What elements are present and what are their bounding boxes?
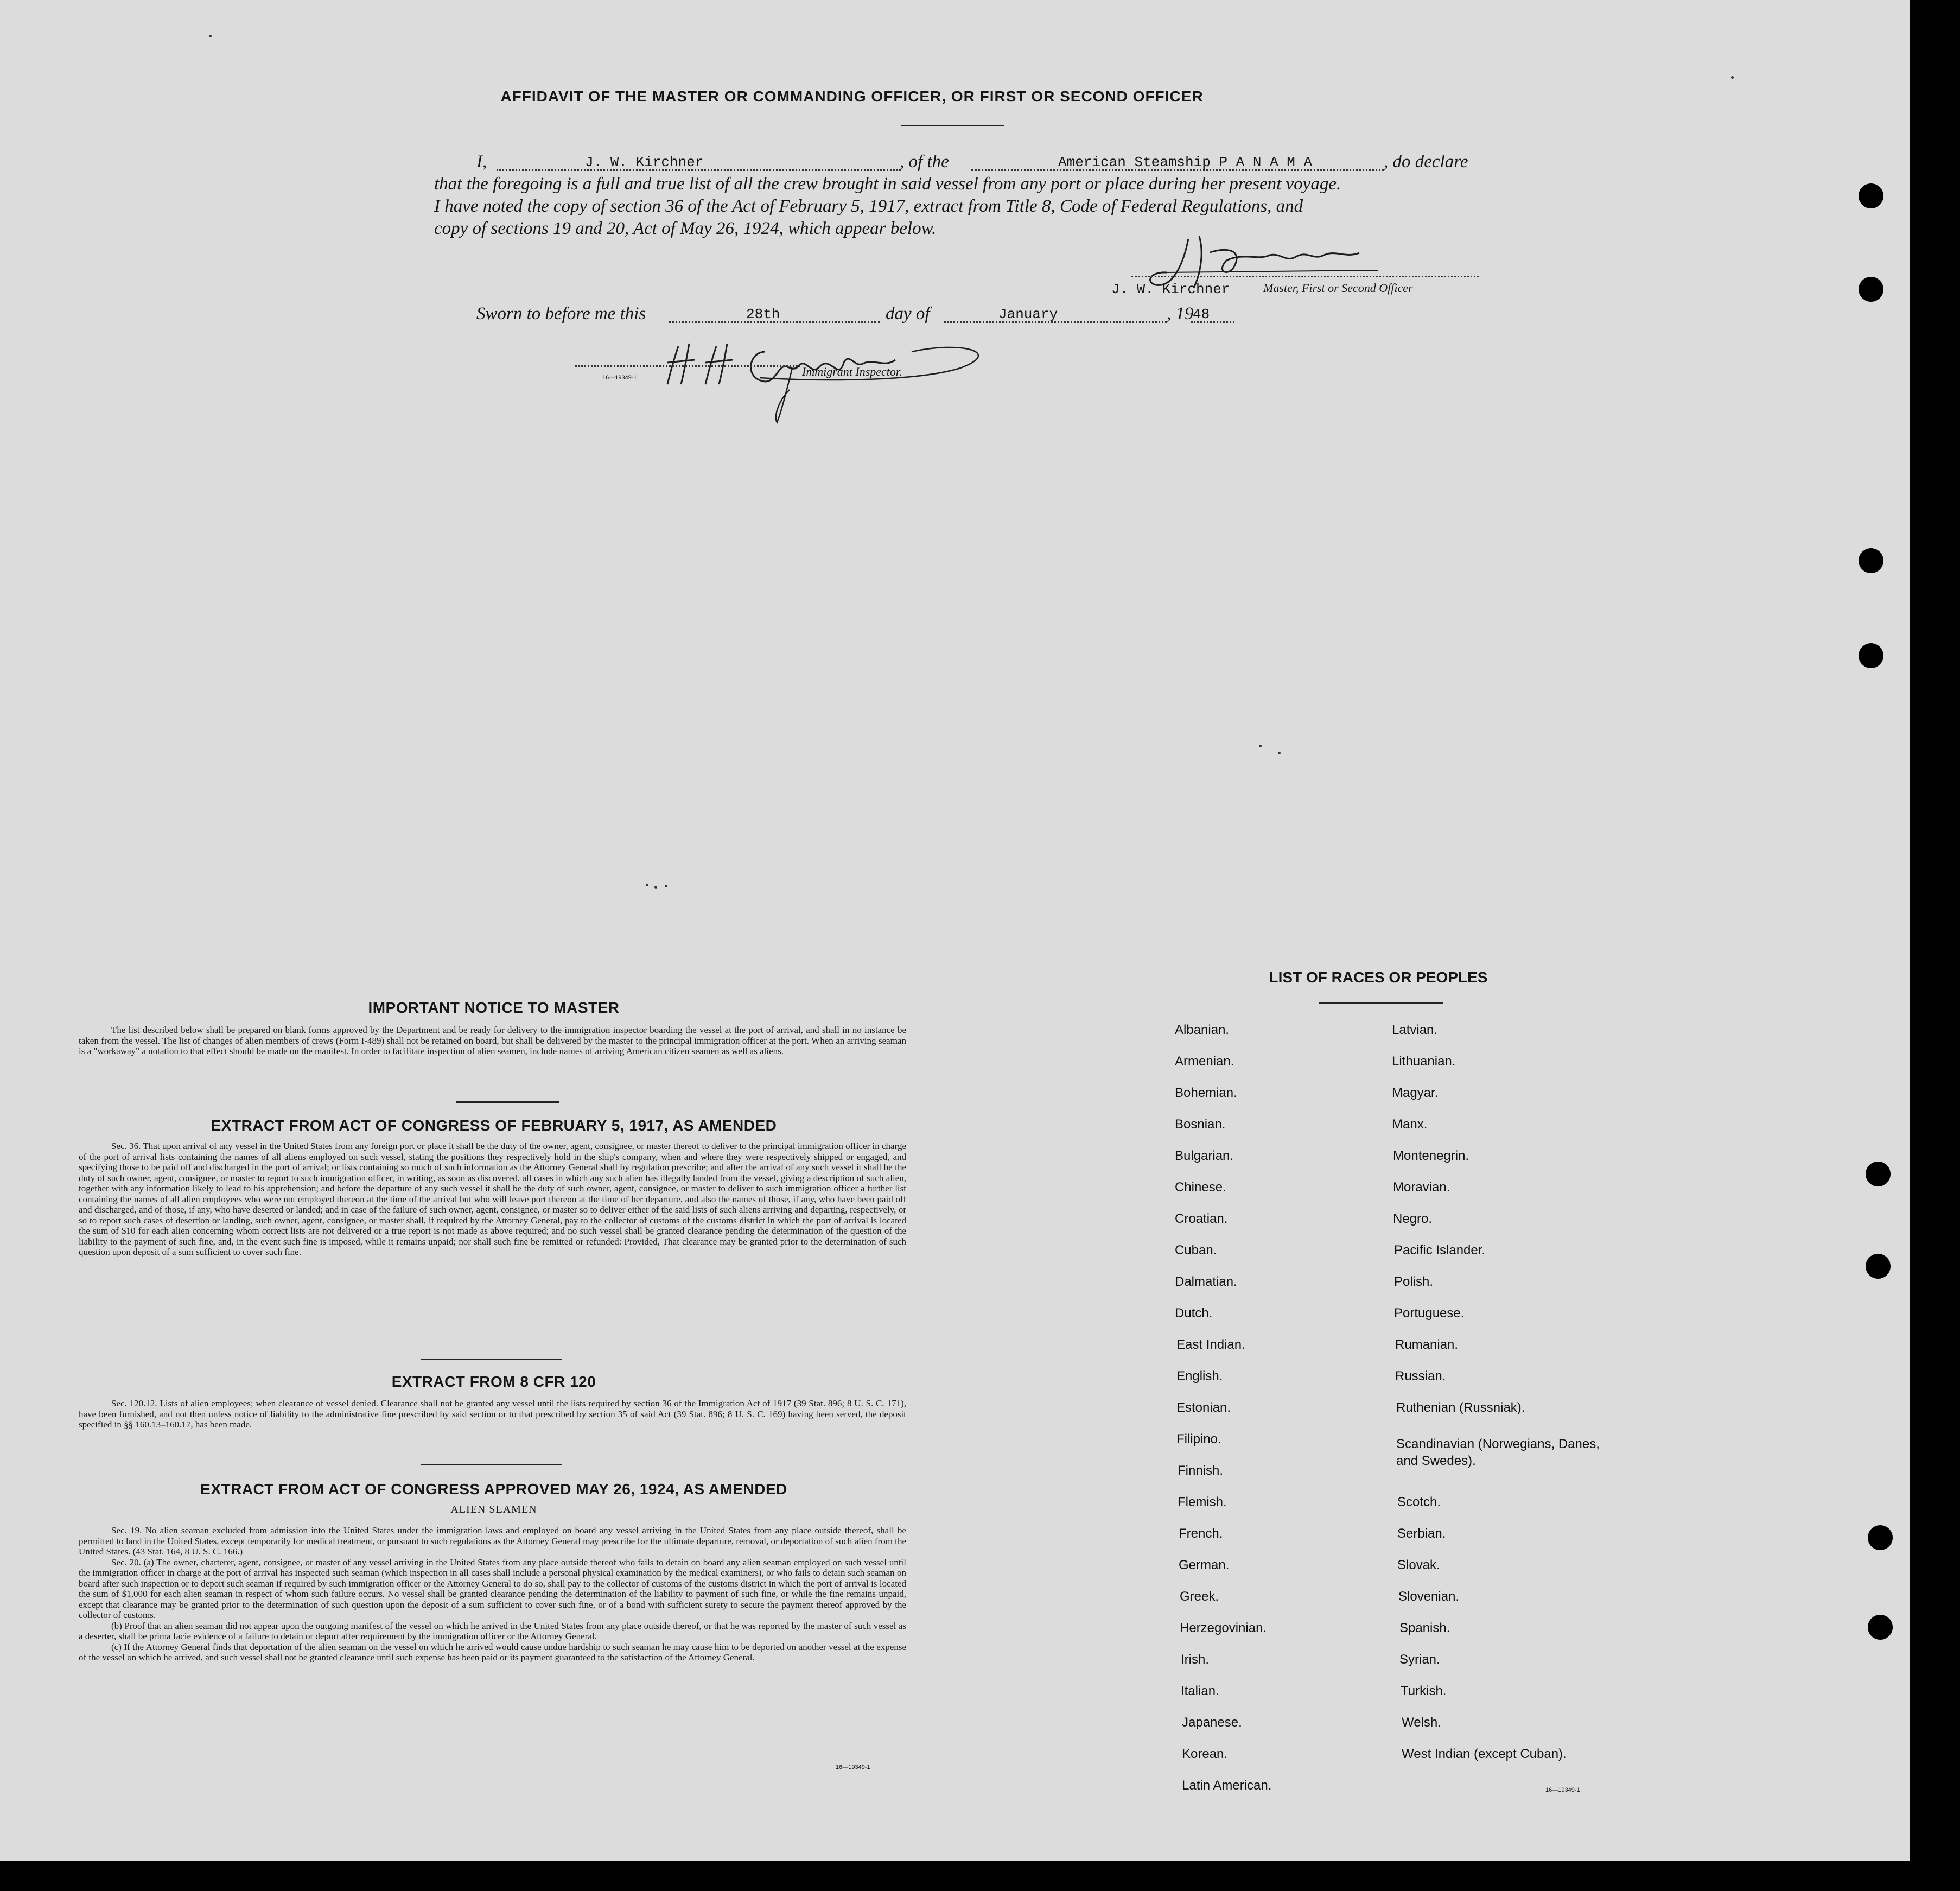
- vessel-name-field: American Steamship P A N A M A: [1058, 154, 1313, 170]
- race-item: Flemish.: [1178, 1495, 1227, 1509]
- race-item: Negro.: [1393, 1211, 1433, 1226]
- do-declare-text: , do declare: [1384, 152, 1468, 172]
- affidavit-line-3: I have noted the copy of section 36 of the Act of February 5, 1917, extract from Title 8, Code of Federal Regulations, and: [434, 196, 1303, 216]
- signer-typed-name: J. W. Kirchner: [1111, 281, 1230, 297]
- signer-role: Master, First or Second Officer: [1263, 281, 1413, 295]
- extract-cfr-title: EXTRACT FROM 8 CFR 120: [391, 1373, 596, 1390]
- affidavit-title: AFFIDAVIT OF THE MASTER OR COMMANDING OFFICER, OR FIRST OR SECOND OFFICER: [500, 88, 1204, 105]
- of-the-text: , of the: [900, 152, 949, 172]
- pronoun-text: I,: [476, 152, 487, 172]
- sworn-day-field: 28th: [746, 306, 780, 322]
- race-item: Serbian.: [1397, 1526, 1446, 1541]
- race-item: Bohemian.: [1175, 1086, 1237, 1100]
- notice-rule: [456, 1101, 559, 1103]
- punch-hole: [1866, 1162, 1891, 1186]
- page-speck: [646, 884, 648, 886]
- extract-cfr-rule: [421, 1464, 562, 1465]
- race-item: Magyar.: [1392, 1086, 1439, 1100]
- race-item: Croatian.: [1175, 1211, 1228, 1226]
- notice-title: IMPORTANT NOTICE TO MASTER: [368, 999, 620, 1016]
- race-item: Estonian.: [1176, 1400, 1231, 1415]
- page-speck: [1278, 752, 1281, 754]
- year-prefix: , 19: [1167, 304, 1194, 323]
- form-number-races: 16—19349-1: [1545, 1787, 1580, 1793]
- race-item: Bosnian.: [1175, 1117, 1226, 1132]
- race-item: Armenian.: [1175, 1054, 1234, 1069]
- sec-20c-paragraph: (c) If the Attorney General finds that deportation of the alien seaman on the vessel on which he arrived would cause undue hardship to such seaman he may cause him to be deported on another vessel at the expense of the vessel on which he arrived, and such vessel shall not be granted clearance until such expense has been paid or its payment guaranteed to the satisfaction of the Attorney General.: [79, 1641, 906, 1662]
- race-item: Herzegovinian.: [1180, 1621, 1267, 1635]
- race-item: Turkish.: [1401, 1684, 1447, 1698]
- punch-hole: [1859, 277, 1883, 302]
- sec-20b-paragraph: (b) Proof that an alien seaman did not appear upon the outgoing manifest of the vessel on which he arrived in the United States from any place outside thereof, or that he was reported by the master of such vessel as a deserter, shall be prima facie evidence of a failure to detain or deport after requirement by the immigration officer or the Attorney General.: [79, 1620, 906, 1641]
- race-item: Irish.: [1181, 1652, 1210, 1667]
- race-item: French.: [1179, 1526, 1223, 1541]
- extract-1917-title: EXTRACT FROM ACT OF CONGRESS OF FEBRUARY 5, 1917, AS AMENDED: [211, 1117, 777, 1134]
- race-item: Dalmatian.: [1175, 1274, 1237, 1289]
- race-item: English.: [1176, 1369, 1223, 1384]
- race-item: Moravian.: [1393, 1180, 1450, 1195]
- race-item: Montenegrin.: [1393, 1148, 1469, 1163]
- race-item: Spanish.: [1399, 1621, 1450, 1635]
- races-title: LIST OF RACES OR PEOPLES: [1269, 969, 1488, 986]
- race-item: Polish.: [1394, 1274, 1434, 1289]
- extract-1917-rule: [421, 1359, 562, 1360]
- race-item: Italian.: [1181, 1684, 1219, 1698]
- extract-1917-body: [79, 1141, 906, 1258]
- race-item: Pacific Islander.: [1394, 1243, 1486, 1258]
- sec-19-paragraph: Sec. 19. No alien seaman excluded from admission into the United States under the immigration laws and employed on board any vessel arriving in the United States from any place outside thereof, shall be permitted to land in the United States, except temporarily for medical treatment, or pursuant to such regulations as the Attorney General may prescribe for the ultimate departure, removal, or deportation of such alien from the United States. (43 Stat. 164, 8 U. S. C. 166.): [79, 1525, 906, 1557]
- inspector-label: Immigrant Inspector.: [802, 365, 902, 378]
- extract-cfr-body: [79, 1398, 906, 1430]
- race-item: Syrian.: [1399, 1652, 1440, 1667]
- race-item: Chinese.: [1175, 1180, 1226, 1195]
- punch-hole: [1868, 1615, 1893, 1640]
- race-item: Cuban.: [1175, 1243, 1217, 1258]
- sec-20a-paragraph: Sec. 20. (a) The owner, charterer, agent, consignee, or master of any vessel arriving in the United States from any place outside thereof who fails to detain on board any alien seaman employed on such vessel until the immigration officer in charge at the port of arrival has inspected such seaman (which inspection in all cases shall include a personal physical examination by the medical examiners), or who fails to detain such seaman on board after such inspection or to deport such seaman if required by such immigration officer or the Attorney General to do so, shall pay to the collector of customs of the customs district in which the port of arrival is located the sum of $1,000 for each alien seaman in respect of whom such failure occurs. No vessel shall be granted clearance pending the determination of the liability to payment of such fine, or while the fine remains unpaid, except that clearance may be granted prior to the determination of such question upon the deposit of a sum sufficient to cover such fine, or of a bond with sufficient surety to secure the payment thereof approved by the collector of customs.: [79, 1557, 906, 1620]
- race-item: Slovak.: [1397, 1558, 1440, 1572]
- affidavit-line-2: that the foregoing is a full and true list of all the crew brought in said vessel from any port or place during her present voyage.: [434, 174, 1341, 194]
- race-item: Portuguese.: [1394, 1306, 1465, 1321]
- race-item: Filipino.: [1176, 1432, 1221, 1446]
- officer-name-field: J. W. Kirchner: [585, 154, 704, 170]
- signature-line: [1131, 276, 1479, 277]
- extract-1924-title: EXTRACT FROM ACT OF CONGRESS APPROVED MAY 26, 1924, AS AMENDED: [200, 1481, 787, 1497]
- punch-hole: [1859, 183, 1883, 208]
- sec-36-paragraph: Sec. 36. That upon arrival of any vessel in the United States from any foreign port or place it shall be the duty of the owner, agent, consignee, or master thereof to deliver to the principal immigration officer in charge of the port of arrival lists containing the names of all aliens employed on such vessel, stating the positions they respectively hold in the ship's company, when and where they were respectively shipped or engaged, and specifying those to be paid off and discharged in the port of arrival; or lists containing so much of such information as the Attorney General shall by regulation prescribe; and after the arrival of any such vessel it shall be the duty of such owner, agent, consignee, or master to report to such immigration officer, in writing, as soon as discovered, all cases in which any such alien has illegally landed from the vessel, giving a description of such alien, together with any information likely to lead to his apprehension; and before the departure of any such vessel it shall be the duty of such owner, agent, consignee, or master to deliver to such immigration officer a further list containing the names of all alien employees who were not employed thereon at the time of the arrival but who will leave port thereon at the time of her departure, and also the names of those, if any, who have been paid off and discharged, and of those, if any, who have deserted or landed; and in case of the failure of such owner, agent, consignee, or master so to deliver either of the said lists of such aliens arriving and departing, respectively, or so to report such cases of desertion or landing, such owner, agent, consignee, or master shall, if required by the Attorney General, pay to the collector of customs of the customs district in which the port of arrival is located the sum of $10 for each alien concerning whom correct lists are not delivered or a true report is not made as above required; and no such vessel shall be granted clearance pending the determination of the question of the liability to the payment of such fine, and, in the event such fine is imposed, while it remains unpaid; nor shall such fine be remitted or refunded: Provided, That clearance may be granted prior to the determination of such question upon deposit of a sum sufficient to cover such fine.: [79, 1141, 906, 1257]
- day-of-text: day of: [886, 304, 930, 323]
- punch-hole: [1866, 1254, 1891, 1279]
- race-item: Lithuanian.: [1392, 1054, 1456, 1069]
- race-item: Russian.: [1395, 1369, 1446, 1384]
- affidavit-line-4: copy of sections 19 and 20, Act of May 26, 1924, which appear below.: [434, 219, 937, 238]
- sworn-year-field: 48: [1193, 306, 1210, 322]
- race-item: East Indian.: [1176, 1337, 1245, 1352]
- race-item: Finnish.: [1178, 1463, 1224, 1478]
- race-item: Rumanian.: [1395, 1337, 1459, 1352]
- inspector-signature: [657, 330, 1026, 428]
- race-item: Scotch.: [1397, 1495, 1441, 1509]
- form-number-affidavit: 16—19349-1: [602, 375, 637, 381]
- race-item: West Indian (except Cuban).: [1402, 1747, 1567, 1761]
- race-item: Latin American.: [1182, 1778, 1272, 1793]
- page-speck: [209, 35, 212, 37]
- page-speck: [654, 886, 657, 889]
- extract-1924-body: [79, 1525, 906, 1663]
- page-speck: [665, 885, 667, 887]
- race-item: German.: [1179, 1558, 1230, 1572]
- race-item: Welsh.: [1402, 1715, 1441, 1730]
- sec-120-paragraph: Sec. 120.12. Lists of alien employees; when clearance of vessel denied. Clearance shall not be granted any vessel until the lists required by section 36 of the Immigration Act of 1917 (39 Stat. 896; 8 U. S. C. 171), have been furnished, and not then unless notice of liability to the administrative fine prescribed by said section or to that prescribed by section 35 of said Act (39 Stat. 896; 8 U. S. C. 169) having been served, the deposit specified in §§ 160.13–160.17, has been made.: [79, 1398, 906, 1430]
- alien-seamen-heading: ALIEN SEAMEN: [450, 1503, 537, 1515]
- race-item: Dutch.: [1175, 1306, 1213, 1321]
- race-item: Manx.: [1392, 1117, 1428, 1132]
- notice-body: [79, 1025, 906, 1057]
- race-item: Slovenian.: [1398, 1589, 1460, 1604]
- race-item: Scandinavian (Norwegians, Danes, and Swedes).: [1396, 1437, 1600, 1468]
- race-item: Bulgarian.: [1175, 1148, 1234, 1163]
- race-item: Ruthenian (Russniak).: [1396, 1400, 1525, 1415]
- sworn-month-field: January: [998, 306, 1058, 322]
- form-number-extract: 16—19349-1: [836, 1764, 870, 1771]
- race-item: Korean.: [1182, 1747, 1228, 1761]
- inspector-sign-line: [575, 365, 800, 367]
- races-rule: [1319, 1002, 1443, 1004]
- race-item: Greek.: [1180, 1589, 1219, 1604]
- punch-hole: [1868, 1525, 1893, 1550]
- sworn-prefix: Sworn to before me this: [476, 304, 646, 323]
- race-item: Albanian.: [1175, 1023, 1230, 1037]
- page-speck: [1731, 76, 1734, 79]
- page-speck: [1259, 745, 1262, 747]
- race-item: Japanese.: [1182, 1715, 1242, 1730]
- title-rule: [901, 125, 1004, 126]
- punch-hole: [1859, 643, 1883, 668]
- race-item: Latvian.: [1392, 1023, 1438, 1037]
- punch-hole: [1859, 548, 1883, 573]
- notice-paragraph: The list described below shall be prepared on blank forms approved by the Department and be ready for delivery to the immigration inspector boarding the vessel at the port of arrival, and shall in no instance be taken from the vessel. The list of changes of alien members of crews (Form I-489) shall not be retained on board, but shall be delivered by the master to the principal immigration officer at the port. When an arriving seaman is a "workaway" a notation to that effect should be made on the manifest. In order to facilitate inspection of alien seamen, include names of arriving American citizen seamen as well as aliens.: [79, 1025, 906, 1056]
